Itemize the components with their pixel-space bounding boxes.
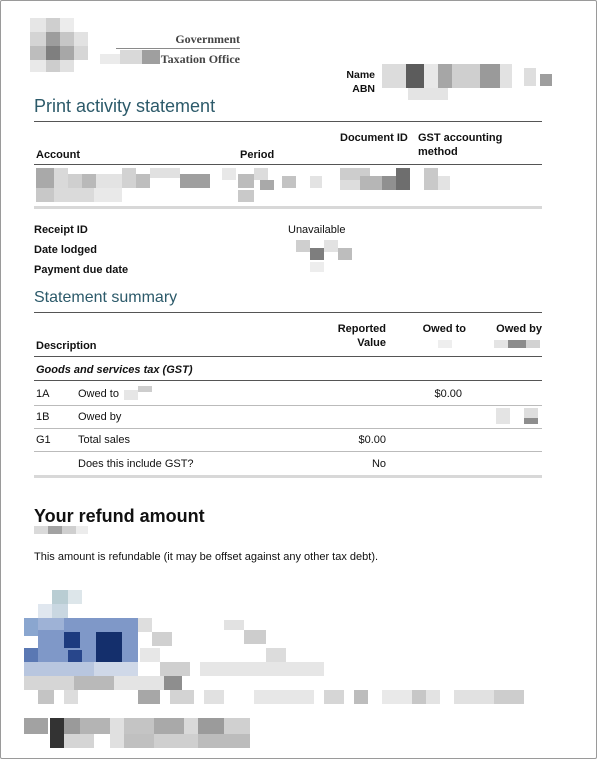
col-description: Description <box>36 340 97 352</box>
row-owed-by-redacted <box>496 408 510 424</box>
col-owed-by: Owed by <box>496 323 542 335</box>
summary-bottom-rule <box>34 475 542 478</box>
logo-line1: Government <box>175 32 240 46</box>
abn-label: ABN <box>352 83 375 95</box>
date-lodged-label: Date lodged <box>34 244 97 256</box>
owed-to-header-redacted <box>438 340 452 348</box>
row-reported: No <box>371 458 386 470</box>
row-reported: $0.00 <box>358 434 386 446</box>
row-label: Owed by <box>78 411 122 423</box>
name-label: Name <box>346 69 375 81</box>
col-period: Period <box>240 149 275 161</box>
summary-title: Statement summary <box>34 289 178 306</box>
account-bottom-rule <box>34 206 542 209</box>
row-code: G1 <box>36 434 51 446</box>
gst-section-rule <box>34 380 542 381</box>
refund-title: Your refund amount <box>34 506 205 526</box>
summary-title-rule <box>34 312 542 313</box>
receipt-id-value: Unavailable <box>288 224 346 236</box>
col-gst-method: GST accounting method <box>418 132 503 158</box>
summary-header-rule <box>34 356 542 357</box>
gst-section-heading: Goods and services tax (GST) <box>36 364 193 376</box>
title-rule <box>34 121 542 122</box>
account-header-rule <box>34 164 542 165</box>
logo-line2: Taxation Office <box>160 52 240 66</box>
receipt-id-label: Receipt ID <box>34 224 88 236</box>
row-divider <box>34 451 542 452</box>
page-title: Print activity statement <box>34 96 216 116</box>
row-label: Owed to <box>78 388 119 400</box>
row-owed-to: $0.00 <box>434 388 462 400</box>
row-code: 1B <box>36 411 50 423</box>
payment-due-label: Payment due date <box>34 264 129 276</box>
row-label: Does this include GST? <box>78 458 194 470</box>
col-owed-to: Owed to <box>422 323 466 335</box>
refund-note: This amount is refundable (it may be offset against any other tax debt). <box>34 551 379 563</box>
row-divider <box>34 428 542 429</box>
row-label-redacted <box>124 390 138 400</box>
row-divider <box>34 405 542 406</box>
row-label: Total sales <box>78 434 130 446</box>
col-account: Account <box>36 149 80 161</box>
row-code: 1A <box>36 388 50 400</box>
col-document-id: Document ID <box>340 132 408 144</box>
col-reported-value: Reported Value <box>337 323 386 349</box>
